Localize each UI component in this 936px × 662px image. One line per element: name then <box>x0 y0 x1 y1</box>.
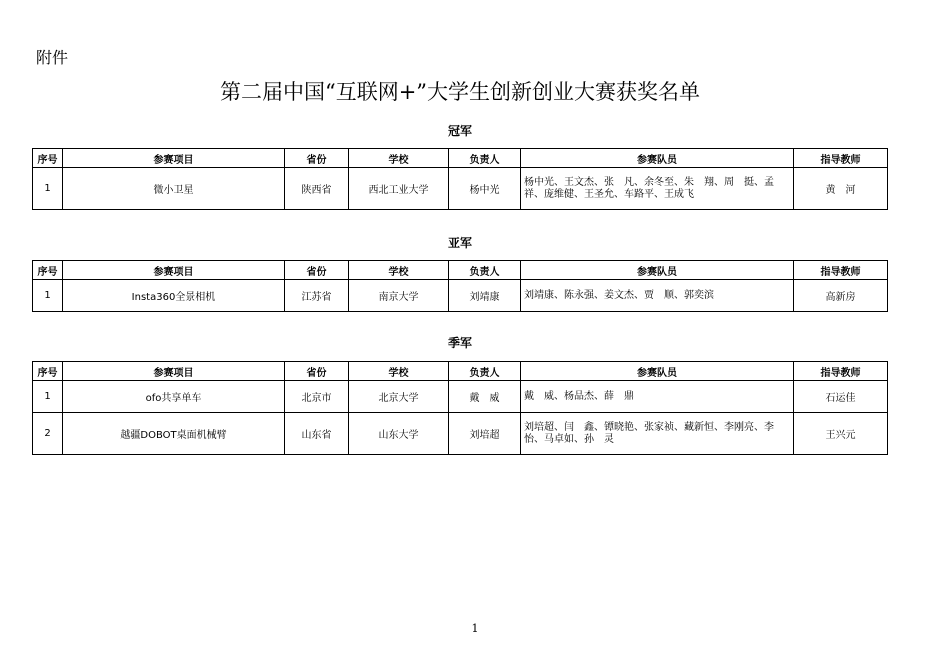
cell-index: 1 <box>33 381 63 413</box>
column-header-index: 序号 <box>33 362 63 381</box>
cell-province: 山东省 <box>285 413 349 455</box>
cell-advisor: 王兴元 <box>794 413 888 455</box>
cell-advisor: 黄 河 <box>794 168 888 210</box>
table-row <box>33 413 888 455</box>
table-row <box>33 168 888 210</box>
cell-province: 江苏省 <box>285 280 349 312</box>
cell-leader: 杨中光 <box>449 168 521 210</box>
table-row <box>33 381 888 413</box>
cell-members: 戴 威、杨品杰、薛 鼎 <box>521 381 794 413</box>
column-header-leader: 负责人 <box>449 362 521 381</box>
cell-school: 北京大学 <box>349 381 449 413</box>
cell-index: 2 <box>33 413 63 455</box>
cell-members: 刘靖康、陈永强、姜文杰、贾 顺、郭奕滨 <box>521 280 794 312</box>
section-title-third-place: 季军 <box>447 336 472 350</box>
column-header-index: 序号 <box>33 149 63 168</box>
cell-leader: 刘培超 <box>449 413 521 455</box>
table-header-row <box>33 261 888 280</box>
cell-project: Insta360全景相机 <box>63 280 285 312</box>
cell-project: 越疆DOBOT桌面机械臂 <box>63 413 285 455</box>
cell-leader: 刘靖康 <box>449 280 521 312</box>
column-header-members: 参赛队员 <box>521 261 794 280</box>
column-header-advisor: 指导教师 <box>794 362 888 381</box>
runner-up-table <box>32 260 888 312</box>
column-header-school: 学校 <box>349 362 449 381</box>
column-header-project: 参赛项目 <box>63 261 285 280</box>
section-title-champion: 冠军 <box>447 124 472 138</box>
column-header-advisor: 指导教师 <box>794 261 888 280</box>
cell-advisor: 石运佳 <box>794 381 888 413</box>
table-row <box>33 280 888 312</box>
column-header-province: 省份 <box>285 362 349 381</box>
column-header-members: 参赛队员 <box>521 362 794 381</box>
cell-advisor: 高新房 <box>794 280 888 312</box>
column-header-advisor: 指导教师 <box>794 149 888 168</box>
table-header-row <box>33 362 888 381</box>
column-header-project: 参赛项目 <box>63 362 285 381</box>
page-title: 第二届中国“互联网+”大学生创新创业大赛获奖名单 <box>219 80 701 104</box>
column-header-province: 省份 <box>285 149 349 168</box>
cell-leader: 戴 威 <box>449 381 521 413</box>
third-place-table <box>32 361 888 455</box>
column-header-province: 省份 <box>285 261 349 280</box>
column-header-school: 学校 <box>349 261 449 280</box>
table-header-row <box>33 149 888 168</box>
cell-index: 1 <box>33 168 63 210</box>
cell-school: 南京大学 <box>349 280 449 312</box>
column-header-leader: 负责人 <box>449 261 521 280</box>
cell-index: 1 <box>33 280 63 312</box>
column-header-index: 序号 <box>33 261 63 280</box>
cell-project: ofo共享单车 <box>63 381 285 413</box>
cell-project: 微小卫星 <box>63 168 285 210</box>
champion-table <box>32 148 888 210</box>
cell-members: 杨中光、王文杰、张 凡、余冬至、朱 翔、周 挺、孟 祥、庞维健、王圣允、车路平、王成飞 <box>521 168 794 210</box>
attachment-label: 附件 <box>36 48 69 67</box>
cell-school: 西北工业大学 <box>349 168 449 210</box>
cell-school: 山东大学 <box>349 413 449 455</box>
column-header-leader: 负责人 <box>449 149 521 168</box>
section-title-runner-up: 亚军 <box>447 236 472 250</box>
cell-province: 陕西省 <box>285 168 349 210</box>
column-header-members: 参赛队员 <box>521 149 794 168</box>
page-number: 1 <box>471 622 479 635</box>
cell-province: 北京市 <box>285 381 349 413</box>
column-header-project: 参赛项目 <box>63 149 285 168</box>
cell-members: 刘培超、闫 鑫、镡晓艳、张家祯、藏新恒、李刚亮、李 怡、马卓如、孙 灵 <box>521 413 794 455</box>
column-header-school: 学校 <box>349 149 449 168</box>
